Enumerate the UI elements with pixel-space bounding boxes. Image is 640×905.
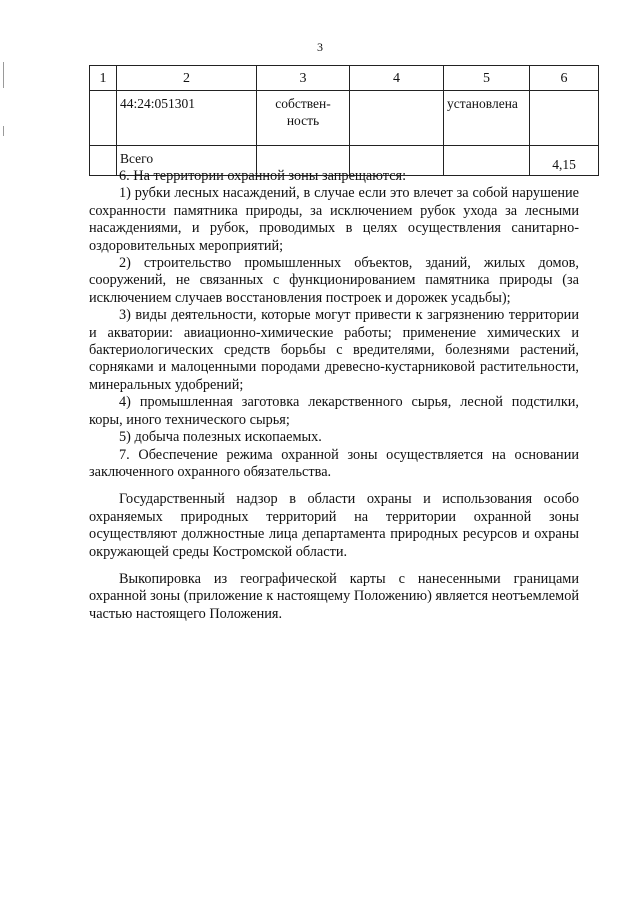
table-header-cell: 4 (350, 66, 444, 91)
paragraph-item-1: 1) рубки лесных насаждений, в случае если это влечет за собой нарушение сохранности памятника природы, за исключением рубок ухода за лесными насаждениями, и рубок, проводимых в целях осуществления санитарно-оздоровительных мероприятий; (89, 185, 579, 254)
paragraph-item-4: 4) промышленная заготовка лекарственного сырья, лесной подстилки, коры, иного технического сырья; (89, 394, 579, 428)
table-cell (350, 91, 444, 146)
paragraph-state-supervision: Государственный надзор в области охраны и использования особо охраняемых природных территорий на территории охранной зоны осуществляют должностные лица департамента природных ресурсов и охраны окружающей среды Костромской области. (89, 491, 579, 560)
table-cell (90, 91, 117, 146)
status-cell: установлена (444, 91, 530, 146)
document-body (89, 168, 579, 623)
paragraph-item-3: 3) виды деятельности, которые могут привести к загрязнению территории и акватории: авиационно-химические работы; применение химических и бактериологических средств борьбы с вредителями, болезнями растений, сорняками и малоценными породами древесно-кустарниковой растительности, минеральных удобрений; (89, 307, 579, 393)
paragraph-section-6: 6. На территории охранной зоны запрещаются: (119, 168, 407, 184)
total-label-cell: Всего (117, 146, 257, 176)
paragraph-section-7: 7. Обеспечение режима охранной зоны осуществляется на основании заключенного охранного обязательства. (89, 446, 579, 480)
table-header-cell: 3 (257, 66, 350, 91)
paragraph-item-2: 2) строительство промышленных объектов, зданий, жилых домов, сооружений, не связанных с функционированием памятника природы (за исключением случаев восстановления построек и дорожек усадьбы); (89, 255, 579, 306)
table-row (90, 91, 599, 146)
table-header-cell: 6 (530, 66, 599, 91)
table-header-cell: 5 (444, 66, 530, 91)
scan-edge-mark (3, 62, 4, 88)
table-header-cell: 1 (90, 66, 117, 91)
paragraph-item-5: 5) добыча полезных ископаемых. (119, 429, 322, 446)
total-value-cell: 4,15 (530, 146, 599, 176)
page-number: 3 (317, 40, 323, 54)
data-table (89, 65, 599, 176)
table-header-cell: 2 (117, 66, 257, 91)
scan-edge-mark (3, 126, 4, 136)
ownership-cell: собствен- ность (257, 91, 350, 146)
cadastral-number-cell: 44:24:051301 (117, 91, 257, 146)
table-cell (530, 91, 599, 146)
table-header-row (90, 66, 599, 91)
paragraph-map-annex: Выкопировка из географической карты с нанесенными границами охранной зоны (приложение к настоящему Положению) является неотъемлемой частью настоящего Положения. (89, 570, 579, 622)
